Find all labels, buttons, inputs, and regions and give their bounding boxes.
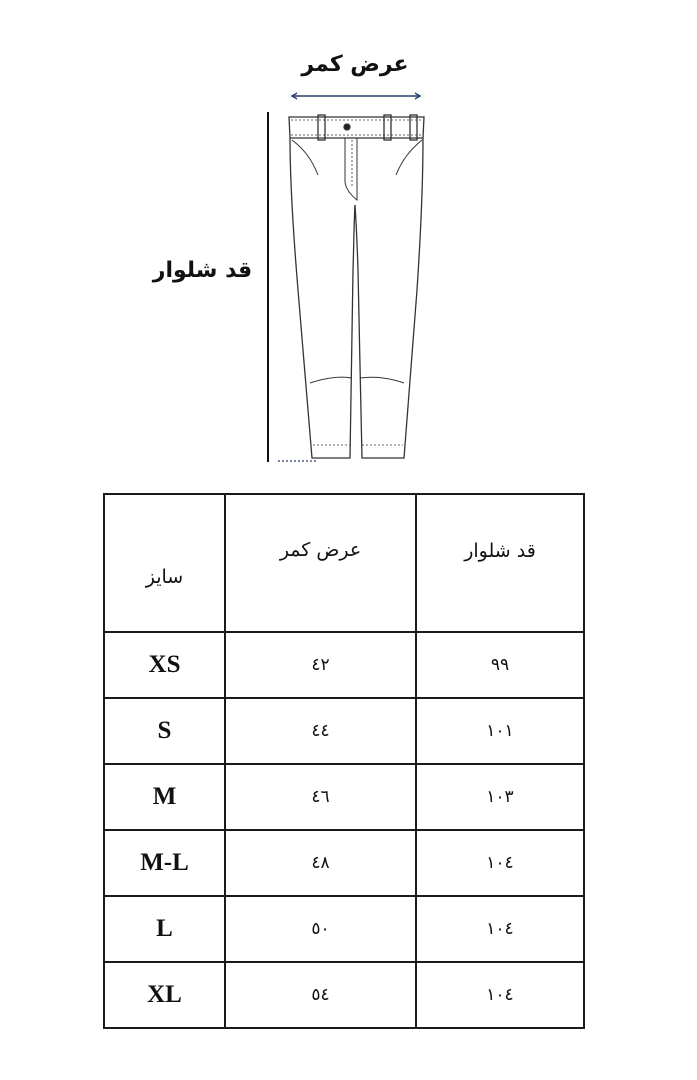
length-value: ١٠١: [416, 698, 584, 764]
waist-value: ٤٦: [225, 764, 416, 830]
size-chart-table: [103, 493, 585, 1029]
table-row: [104, 896, 584, 962]
table-row: [104, 632, 584, 698]
length-value: ١٠٤: [416, 830, 584, 896]
waist-width-arrow: [292, 93, 420, 99]
length-value: ٩٩: [416, 632, 584, 698]
size-value: XS: [104, 632, 225, 698]
waist-value: ٥٤: [225, 962, 416, 1028]
pants-outline: [289, 115, 424, 458]
pants-illustration: [0, 0, 697, 480]
table-row: [104, 830, 584, 896]
header-waist-width: عرض کمر: [225, 494, 416, 632]
table-row: [104, 698, 584, 764]
length-value: ١٠٤: [416, 896, 584, 962]
waist-width-label: عرض کمر: [301, 52, 409, 77]
table-row: [104, 962, 584, 1028]
size-value: XL: [104, 962, 225, 1028]
pants-length-label: قد شلوار: [152, 258, 253, 283]
size-value: M: [104, 764, 225, 830]
pants-diagram: [0, 0, 697, 480]
length-value: ١٠٣: [416, 764, 584, 830]
header-pants-length: قد شلوار: [416, 494, 584, 632]
waist-value: ٤٢: [225, 632, 416, 698]
table-header-row: [104, 494, 584, 632]
size-value: M-L: [104, 830, 225, 896]
size-value: S: [104, 698, 225, 764]
header-size: سایز: [104, 494, 225, 632]
size-value: L: [104, 896, 225, 962]
table-row: [104, 764, 584, 830]
waist-value: ٤٨: [225, 830, 416, 896]
waist-value: ٥٠: [225, 896, 416, 962]
waist-value: ٤٤: [225, 698, 416, 764]
length-value: ١٠٤: [416, 962, 584, 1028]
